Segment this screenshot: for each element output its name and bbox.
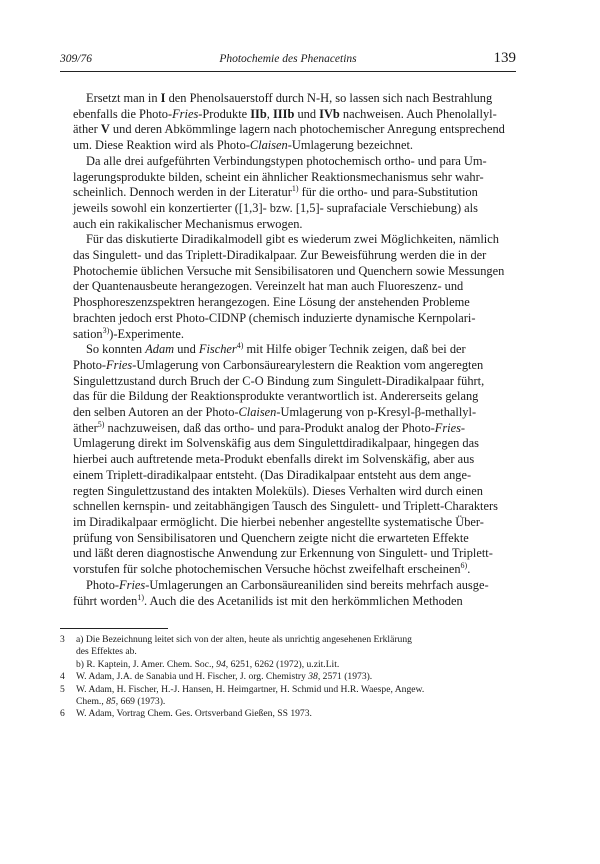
- text-line: [73, 122, 516, 138]
- text-run: das für die Bildung der Reaktionsprodukte verantwortlich ist. Andererseits gelang: [73, 389, 479, 404]
- text-run: W. Adam, Vortrag Chem. Ges. Ortsverband Gießen, SS 1973.: [76, 708, 312, 720]
- text-run: für die ortho- und para-Substitution: [298, 185, 478, 200]
- reference-marker: 3): [102, 325, 110, 335]
- text-line: [73, 452, 516, 468]
- text-run: nachweisen. Auch Phenolallyl-: [339, 106, 497, 121]
- text-run: äther: [73, 420, 98, 435]
- text-line: [73, 232, 516, 248]
- text-run: führt worden: [73, 593, 138, 608]
- header-rule: [60, 71, 516, 72]
- text-run: Ersetzt man in: [86, 91, 161, 105]
- text-run: Fries: [172, 106, 199, 121]
- text-run: ebenfalls die Photo-: [73, 106, 173, 121]
- text-run: auch ein rakikalischer Mechanismus erwogen.: [73, 216, 303, 231]
- text-run: Chem.,: [76, 696, 107, 708]
- text-run: a) Die Bezeichnung leitet sich von der alten, heute als unrichtig angesehenen Erklärung: [76, 634, 412, 645]
- footnote-line: [76, 696, 520, 708]
- text-run: und läßt deren diagnostische Anwendung zur Erkennung von Singulett- und Triplett-: [73, 546, 493, 561]
- text-line: [73, 264, 516, 280]
- text-run: -Umlagerung bezeichnet.: [287, 138, 413, 153]
- text-run: Claisen: [238, 405, 277, 420]
- text-line: [73, 185, 516, 201]
- text-run: -Umlagerung von p-Kresyl-β-methallyl-: [276, 405, 477, 420]
- text-run: schnellen kernspin- und zeitabhängigen Tausch des Singulett- und Triplett-Charakters: [73, 499, 498, 514]
- text-run: Singulettzustand durch Bruch der C-O Bindung zum Singulett-Diradikalpaar führt,: [73, 373, 485, 388]
- text-run: Da alle drei aufgeführten Verbindungstypen photochemisch ortho- und para Um-: [86, 153, 487, 168]
- text-run: das Singulett- und das Triplett-Diradikalpaar. Zur Beweisführung werden die in der: [73, 248, 487, 263]
- text-run: den selben Autoren an der Photo-: [73, 405, 239, 420]
- footnote-line: [76, 659, 520, 671]
- text-run: prüfung von Sensibilisatoren und Quenchern zeigte nicht die erwarteten Effekte: [73, 530, 469, 545]
- text-line: [73, 405, 516, 421]
- journal-reference: 309/76: [60, 53, 92, 65]
- footnote: [60, 634, 520, 671]
- paragraph: [73, 154, 516, 233]
- text-run: Photo-: [73, 357, 107, 372]
- text-run: Fries: [119, 577, 146, 592]
- text-line: [73, 515, 516, 531]
- text-run: 2571 (1973).: [320, 671, 373, 683]
- text-run: IVb: [319, 106, 340, 121]
- footnote-line: [76, 646, 520, 658]
- text-line: [73, 468, 516, 484]
- text-run: Für das diskutierte Diradikalmodell gibt es wiederum zwei Möglichkeiten, nämlich: [86, 232, 499, 247]
- paragraph: [73, 232, 516, 342]
- text-line: [73, 389, 516, 405]
- text-run: den Phenolsauerstoff durch N-H, so lassen sich nach Bestrahlung: [165, 91, 493, 105]
- text-line: [73, 436, 516, 452]
- text-run: 38,: [308, 671, 321, 683]
- text-run: Photo-: [86, 577, 120, 592]
- text-run: So konnten: [86, 342, 146, 357]
- text-run: -Umlagerungen an Carbonsäureaniliden sind bereits mehrfach ausge-: [145, 577, 489, 592]
- text-run: vorstufen für solche photochemischen Versuche höchst zweifelhaft erscheinen: [73, 562, 461, 577]
- text-line: [73, 421, 516, 437]
- text-run: hierbei auch auftretende meta-Produkt ebenfalls direkt im Solvenskäfig, aber aus: [73, 452, 475, 467]
- text-line: [73, 91, 516, 107]
- text-run: b) R. Kaptein, J. Amer. Chem. Soc.,: [76, 658, 217, 670]
- text-run: des Effektes ab.: [76, 646, 137, 658]
- text-line: [73, 562, 516, 578]
- text-run: Fries: [106, 357, 133, 372]
- footnote-line: [76, 671, 520, 683]
- text-run: W. Adam, H. Fischer, H.-J. Hansen, H. Heimgartner, H. Schmid und H.R. Waespe, Angew.: [76, 683, 425, 695]
- text-run: -Produkte: [198, 106, 251, 121]
- text-run: Umlagerung direkt im Solvenskäfig aus dem Singulettdiradikalpaar, hingegen das: [73, 436, 479, 451]
- text-run: Claisen: [249, 138, 288, 153]
- footnote-number: 4: [60, 671, 65, 683]
- text-run: äther: [73, 122, 101, 137]
- text-run: -Umlagerung von Carbonsäurearylestern die Reaktion vom angeregten: [132, 357, 484, 372]
- text-line: [73, 578, 516, 594]
- text-line: [73, 217, 516, 233]
- text-run: und deren Abkömmlinge lagern nach photochemischer Anregung entsprechend: [109, 122, 505, 137]
- text-run: brachten jedoch erst Photo-CIDNP (chemisch induzierte dynamische Kernpolari-: [73, 310, 476, 325]
- text-line: [73, 154, 516, 170]
- text-line: [73, 295, 516, 311]
- reference-marker: 4): [236, 341, 244, 351]
- reference-marker: 5): [97, 419, 105, 429]
- footnote-line: [76, 634, 520, 646]
- text-run: jeweils sowohl ein konzertierter ([1,3]- bzw. [1,5]- suprafaciale Verschiebung) als: [73, 200, 478, 215]
- text-line: [73, 248, 516, 264]
- text-run: 6251, 6262 (1972), u.zit.Lit.: [228, 658, 340, 670]
- text-run: Adam: [145, 342, 175, 357]
- text-run: Fries: [434, 420, 461, 435]
- reference-marker: 1): [291, 184, 299, 194]
- text-run: mit Hilfe obiger Technik zeigen, daß bei der: [243, 342, 466, 357]
- text-run: Photochemie üblichen Versuche mit Sensibilisatoren und Quenchern sowie Messungen: [73, 263, 505, 278]
- text-run: sation: [73, 326, 103, 341]
- text-run: der Quantenausbeute herangezogen. Vereinzelt hat man auch Fluoreszenz- und: [73, 279, 464, 294]
- text-line: [73, 138, 516, 154]
- reference-marker: 6): [460, 560, 468, 570]
- text-run: V: [100, 122, 110, 137]
- text-run: nachzuweisen, daß das ortho- und para-Produkt analog der Photo-: [104, 420, 435, 435]
- footnote-number: 6: [60, 708, 65, 720]
- text-line: [73, 311, 516, 327]
- text-line: [73, 170, 516, 186]
- text-run: im Diradikalpaar ermöglicht. Die hierbei nebenher angestellte systematische Über-: [73, 514, 484, 529]
- footnote: [60, 671, 520, 683]
- running-header: [60, 50, 516, 71]
- text-run: -: [460, 420, 466, 435]
- text-run: lagerungsprodukte bilden, scheint ein ähnlicher Reaktionsmechanismus sehr wahr-: [73, 169, 484, 184]
- footnote-number: 5: [60, 683, 65, 695]
- text-line: [73, 499, 516, 515]
- text-line: [73, 327, 516, 343]
- paragraph: [73, 342, 516, 578]
- text-run: 669 (1973).: [118, 696, 166, 708]
- text-run: . Auch die des Acetanilids ist mit den herkömmlichen Methoden: [144, 593, 463, 608]
- footnote-number: 3: [60, 634, 65, 645]
- text-line: [73, 546, 516, 562]
- text-run: und: [294, 106, 320, 121]
- text-run: 94,: [216, 658, 229, 670]
- footnote: [60, 684, 520, 709]
- text-run: )-Experimente.: [109, 326, 184, 341]
- paragraph: [73, 578, 516, 609]
- text-line: [73, 374, 516, 390]
- text-run: W. Adam, J.A. de Sanabia und H. Fischer, J. org. Chemistry: [76, 671, 309, 683]
- footnote: [60, 708, 520, 720]
- text-line: [73, 107, 516, 123]
- text-line: [73, 358, 516, 374]
- text-run: regten Singulettzustand des intakten Moleküls). Dieses Verhalten wird durch einen: [73, 483, 483, 498]
- text-line: [73, 484, 516, 500]
- footnote-rule: [60, 628, 168, 629]
- page-number: 139: [493, 50, 516, 66]
- text-run: Fischer: [198, 342, 237, 357]
- text-run: scheinlich. Dennoch werden in der Literatur: [73, 185, 292, 200]
- text-line: [73, 594, 516, 610]
- reference-marker: 1): [137, 592, 145, 602]
- paragraph: [73, 91, 516, 154]
- text-run: .: [467, 562, 471, 577]
- running-title: Photochemie des Phenacetins: [219, 53, 357, 65]
- body-text: [73, 91, 516, 609]
- text-run: 85,: [106, 696, 119, 708]
- text-line: [73, 201, 516, 217]
- text-run: IIb: [250, 106, 267, 121]
- text-line: [73, 342, 516, 358]
- text-line: [73, 531, 516, 547]
- text-run: um. Diese Reaktion wird als Photo-: [73, 138, 250, 153]
- text-run: IIIb: [272, 106, 295, 121]
- text-run: einem Triplett-diradikalpaar entsteht. (Das Diradikalpaar entsteht aus dem ange-: [73, 467, 472, 482]
- footnotes: [60, 634, 520, 721]
- footnote-line: [76, 684, 520, 696]
- text-run: I: [160, 91, 166, 105]
- text-run: und: [174, 342, 199, 357]
- footnote-line: [76, 708, 520, 720]
- text-run: ,: [266, 106, 273, 121]
- text-run: Phosphoreszenzspektren herangezogen. Eine Lösung der anstehenden Probleme: [73, 295, 470, 310]
- text-line: [73, 279, 516, 295]
